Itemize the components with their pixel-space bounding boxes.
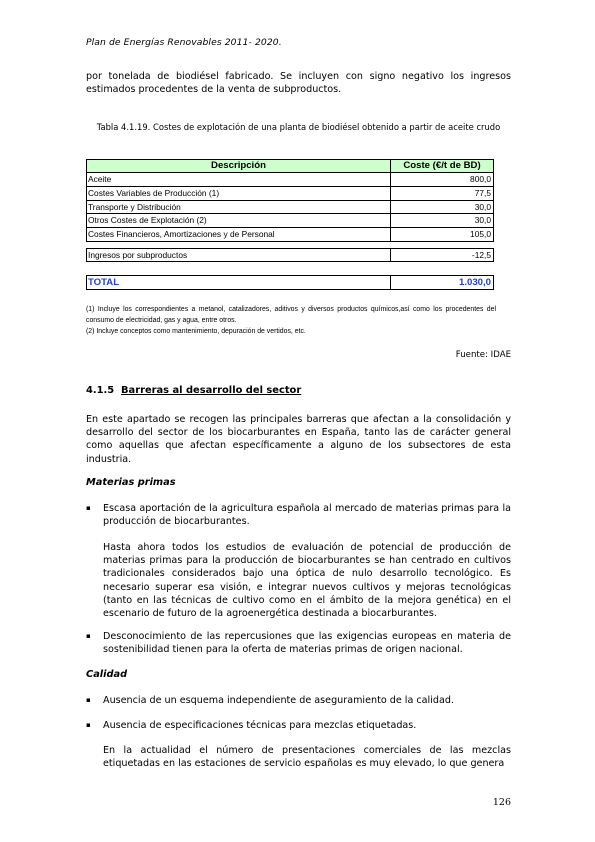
income-value: -12,5 [471,250,491,260]
bullet-icon: ▪ [86,696,91,704]
table-row [87,186,493,200]
list-item-detail-text: En la actualidad el número de presentaciones comerciales de las mezclas etiquetadas en las estaciones de servicio españolas es muy elevado, lo que genera [103,745,511,770]
list-item-detail [86,541,511,620]
section-number: 4.1.5 [86,385,115,396]
bullet-icon: ▪ [86,721,91,729]
row-value: 30,0 [474,201,491,212]
table-source: Fuente: IDAE [455,350,511,360]
row-label: Otros Costes de Explotación (2) [87,214,391,227]
list-item [86,694,511,707]
table-row [87,227,493,241]
row-label: Costes Variables de Producción (1) [87,187,391,200]
bullet-icon: ▪ [86,504,91,512]
running-header: Plan de Energías Renovables 2011- 2020. [86,37,282,48]
column-header-cost: Coste (€/t de BD) [403,160,481,171]
intro-paragraph: por tonelada de biodiésel fabricado. Se incluyen con signo negativo los ingresos estimados procedentes de la venta de subproductos. [86,71,511,96]
table-caption: Tabla 4.1.19. Costes de explotación de una planta de biodiésel obtenido a partir de aceite crudo [96,122,501,132]
subheading-materias-primas: Materias primas [86,477,176,488]
page-number: 126 [492,797,511,808]
list-item-text: Desconocimiento de las repercusiones que las exigencias europeas en materia de sostenibilidad tienen para la oferta de materias primas de origen nacional. [103,631,511,656]
list-item [86,719,511,732]
list-item-text: Escasa aportación de la agricultura española al mercado de materias primas para la producción de biocarburantes. [103,503,511,528]
row-value: 800,0 [470,174,491,184]
row-label: Aceite [87,173,391,186]
section-title: Barreras al desarrollo del sector [121,385,302,396]
table-row [87,213,493,227]
list-item-text: Ausencia de un esquema independiente de aseguramiento de la calidad. [103,695,454,706]
table-header-row [86,159,494,173]
list-item [86,502,511,528]
footnote: (2) Incluye conceptos como mantenimiento, depuración de vertidos, etc. [86,328,306,335]
total-label: TOTAL [87,276,391,289]
row-label: Transporte y Distribución [87,201,391,214]
income-label: Ingresos por subproductos [87,249,391,261]
cost-table-body [86,173,494,242]
row-label: Costes Financieros, Amortizaciones y de Personal [87,228,391,241]
table-row [87,200,493,214]
income-row [86,248,494,262]
list-item-detail-text: Hasta ahora todos los estudios de evaluación de potencial de producción de materias primas para la producción de biocarburantes se han centrado en cultivos tradicionales considerados bajo una óptica de nulo desarrollo tecnológico. Es necesario superar esa visión, e integrar nuevos cultivos y mejoras tecnológicas (tanto en las técnicas de cultivo como en el ámbito de la mejora genética) en el escenario de futuro de la agroenergética destinada a biocarburantes. [103,542,511,620]
bullet-icon: ▪ [86,632,91,640]
row-value: 30,0 [474,215,491,226]
table-row [87,173,493,186]
total-value: 1.030,0 [458,277,491,288]
total-row [86,275,494,290]
section-heading [86,385,301,396]
list-item-text: Ausencia de especificaciones técnicas para mezclas etiquetadas. [103,720,417,731]
subheading-calidad: Calidad [86,669,128,680]
section-intro-paragraph: En este apartado se recogen las principales barreras que afectan a la consolidación y desarrollo del sector de los biocarburantes en España, tanto las de carácter general como aquellas que afectan específicamente a alguno de los subsectores de esta industria. [86,414,511,465]
row-value: 105,0 [470,229,491,240]
column-header-description: Descripción [87,160,391,172]
footnote: (1) Incluye los correspondientes a metanol, catalizadores, aditivos y diversos productos químicos,así como los procedentes del consumo de electricidad, gas y agua, entre otros. [86,306,496,324]
table-footnotes [86,304,496,337]
list-item-detail [86,744,511,770]
list-item [86,630,511,656]
row-value: 77,5 [474,187,491,198]
